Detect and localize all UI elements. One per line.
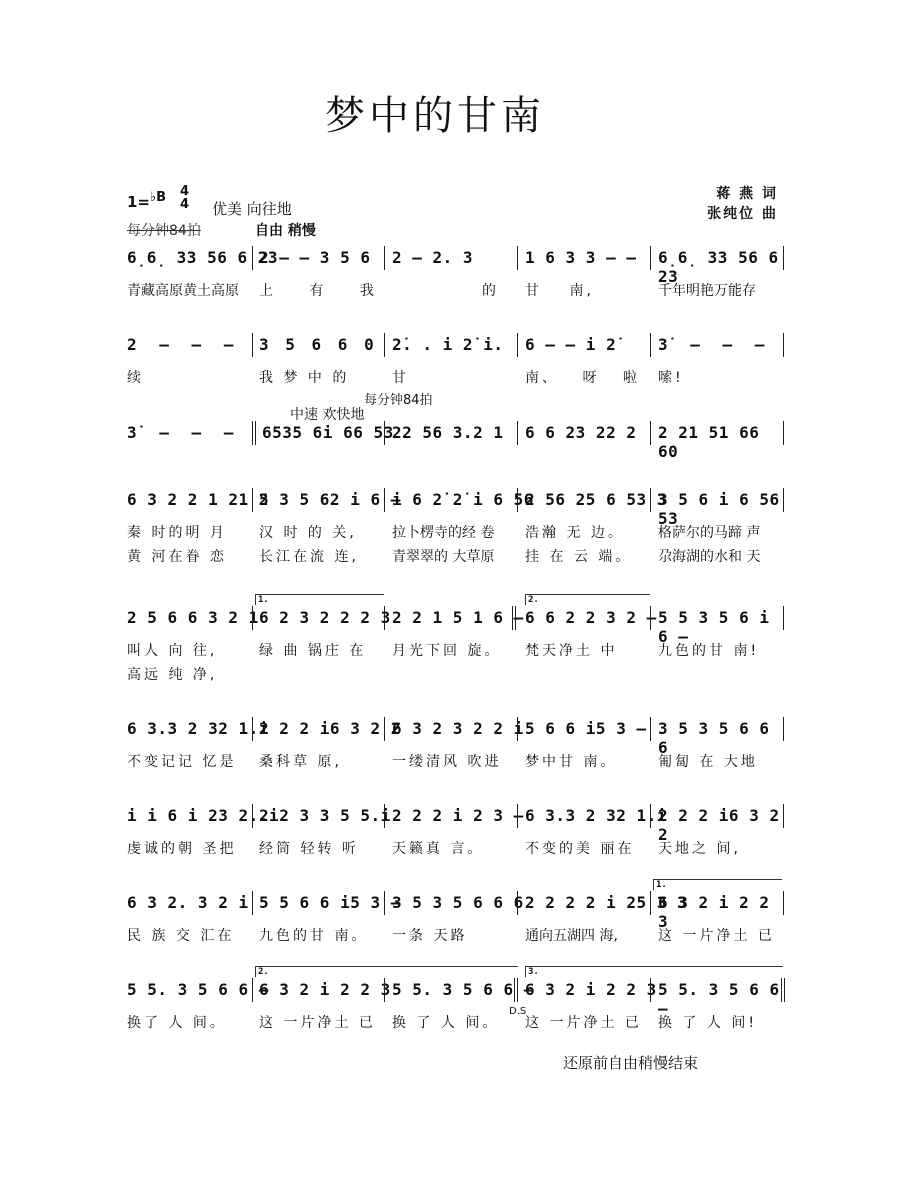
barline bbox=[384, 804, 385, 828]
lyric: 叫人 向 往, bbox=[127, 643, 218, 659]
measure: 3̇ – – – bbox=[127, 423, 234, 442]
measure: 6 6 2 2 3 2 – bbox=[525, 608, 657, 627]
lyric: 换 了 人 间。 bbox=[392, 1015, 500, 1031]
barline bbox=[650, 421, 651, 445]
barline bbox=[783, 717, 784, 741]
lyrics-line bbox=[127, 522, 787, 542]
barline bbox=[252, 488, 253, 512]
volta-2: 2. bbox=[255, 966, 518, 977]
lyric: 九色的甘 南。 bbox=[259, 928, 369, 944]
barline bbox=[517, 891, 518, 915]
barline bbox=[650, 717, 651, 741]
final-barline bbox=[781, 978, 785, 1002]
lyrics-line-2 bbox=[127, 546, 787, 566]
lyricist-credit: 蒋 燕 词 bbox=[716, 186, 778, 202]
repeat-start-barline bbox=[252, 421, 256, 445]
barline bbox=[384, 891, 385, 915]
measure: 6 3 2 2 1 21 2 bbox=[127, 490, 269, 509]
tempo-marking-2: 自由 稍慢 bbox=[255, 223, 316, 239]
measure: 6 2 3 2 2 2 3 bbox=[259, 608, 391, 627]
measure: 6 3 2 i 2 2 3 bbox=[658, 893, 770, 931]
lyrics-line bbox=[127, 838, 787, 858]
composer-credit: 张纯位 曲 bbox=[707, 206, 778, 222]
lyric: 一条 天路 bbox=[392, 928, 468, 944]
measure: 6 – – i 2̇ bbox=[525, 335, 617, 354]
barline bbox=[252, 246, 253, 270]
time-signature bbox=[180, 185, 189, 211]
measure: 2 2 2 i6 3 2 2 bbox=[259, 719, 401, 738]
measure: 6 3 2 i 2 2 3 bbox=[525, 980, 657, 999]
lyric: 浩瀚 无 边。 bbox=[525, 525, 625, 541]
lyric: 拉卜楞寺的经 卷 bbox=[392, 525, 495, 541]
notation-line bbox=[127, 717, 787, 757]
lyric: 的 bbox=[482, 283, 499, 299]
measure: 5 6 6 i5 3 – bbox=[525, 719, 647, 738]
lyric: 秦 时的明 月 bbox=[127, 525, 227, 541]
barline bbox=[517, 333, 518, 357]
lyric: 天地之 间, bbox=[658, 841, 741, 857]
measure: 2 2 2 2 i 25 3 3 bbox=[525, 893, 688, 912]
measure: 1 6 3 3 – – bbox=[525, 248, 637, 267]
measure: 3̇ – – – bbox=[658, 335, 765, 354]
mood-marking: 优美 向往地 bbox=[212, 200, 292, 218]
ds-marking: D.S bbox=[509, 1006, 527, 1017]
barline bbox=[384, 606, 385, 630]
notation-line bbox=[127, 421, 787, 461]
measure: 2 5 6 6 3 2 1 bbox=[127, 608, 259, 627]
measure: 6 3 2 3 2 2 i bbox=[392, 719, 524, 738]
repeat-end-barline bbox=[512, 606, 516, 630]
measure: 3 5 6 i 6 56 53 bbox=[658, 490, 780, 528]
barline bbox=[517, 804, 518, 828]
tempo-marking-3: 中速 欢快地 bbox=[290, 407, 365, 423]
lyrics-line bbox=[127, 751, 787, 771]
measure: 5 5 6 6 i5 3 – bbox=[259, 893, 401, 912]
lyric: 一缕清风 吹进 bbox=[392, 754, 502, 770]
measure: 2 – – 3 5 6 bbox=[259, 248, 371, 267]
lyric: 汉 时 的 关, bbox=[259, 525, 357, 541]
volta-1: 1. bbox=[653, 879, 782, 890]
lyric: 不变记记 忆是 bbox=[127, 754, 237, 770]
lyric: 桑科草 原, bbox=[259, 754, 342, 770]
measure: 2 2 2 i6 3 2 2 bbox=[658, 806, 780, 844]
barline bbox=[517, 488, 518, 512]
measure: i i 6 i 23 2..i bbox=[127, 806, 279, 825]
barline bbox=[384, 978, 385, 1002]
lyric: 尕海湖的水和 天 bbox=[658, 549, 761, 565]
notation-line bbox=[127, 880, 787, 931]
measure: 6̣6̣ 33 56 6 23 bbox=[658, 248, 779, 286]
measure: 22 56 3.2 1 bbox=[392, 423, 504, 442]
lyrics-line bbox=[127, 925, 787, 945]
measure: 6 3.3 2 32 1.i bbox=[127, 719, 269, 738]
barline bbox=[384, 421, 385, 445]
barline bbox=[384, 333, 385, 357]
barline bbox=[783, 333, 784, 357]
lyric: 这 一片净土 已 bbox=[259, 1015, 376, 1031]
measure: i 6 2̇ 2̇ i 6 56 bbox=[392, 490, 534, 509]
lyrics-line bbox=[127, 367, 787, 387]
measure: 5 5 3 5 6 i 6 – bbox=[658, 608, 770, 646]
barline bbox=[252, 804, 253, 828]
measure: 2 – – – bbox=[127, 335, 234, 354]
barline bbox=[783, 488, 784, 512]
measure: 5 5. 3 5 6 6 – bbox=[658, 980, 780, 1018]
barline bbox=[252, 606, 253, 630]
barline bbox=[650, 333, 651, 357]
barline bbox=[517, 717, 518, 741]
lyric: 换 了 人 间! bbox=[658, 1015, 757, 1031]
lyric: 匍匐 在 大地 bbox=[658, 754, 758, 770]
ending-instruction: 还原前自由稍慢结束 bbox=[563, 1054, 699, 1072]
lyrics-line bbox=[127, 280, 787, 300]
lyric: 虔诚的朝 圣把 bbox=[127, 841, 237, 857]
measure: 2̇. . i 2̇ i. bbox=[392, 335, 504, 354]
measure: 6 3 2. 3 2 i bbox=[127, 893, 249, 912]
barline bbox=[650, 891, 651, 915]
lyric: 天籁真 言。 bbox=[392, 841, 485, 857]
barline bbox=[252, 891, 253, 915]
barline bbox=[650, 804, 651, 828]
lyric: 续 bbox=[127, 370, 144, 386]
page-title: 梦中的甘南 bbox=[325, 93, 545, 139]
lyric: 梦中甘 南。 bbox=[525, 754, 618, 770]
lyric: 民 族 交 汇在 bbox=[127, 928, 235, 944]
measure: 2 56 25 6 53 3 bbox=[525, 490, 667, 509]
measure: 5 5. 3 5 6 6 – bbox=[392, 980, 534, 999]
measure: 5 5. 3 5 6 6 – bbox=[127, 980, 269, 999]
measure: 2 2 2 i 2 3 – bbox=[392, 806, 524, 825]
barline bbox=[650, 606, 651, 630]
measure: 2 – 2. 3 bbox=[392, 248, 474, 267]
lyric: 换了 人 间。 bbox=[127, 1015, 227, 1031]
lyric: 通向五湖四 海, bbox=[525, 928, 618, 944]
measure: 3 5 6 6 0 bbox=[259, 335, 375, 354]
measure: 2 2 1 5 1 6 – bbox=[392, 608, 524, 627]
barline bbox=[783, 891, 784, 915]
repeat-end-barline bbox=[514, 978, 518, 1002]
measure: 5 3 5 62 i 6 – bbox=[259, 490, 401, 509]
volta-1: 1. bbox=[255, 594, 384, 605]
barline bbox=[650, 978, 651, 1002]
lyric: 高远 纯 净, bbox=[127, 667, 218, 683]
measure: 3 5 3 5 6 6 6 bbox=[392, 893, 524, 912]
measure: 6 3 2 i 2 2 3 bbox=[259, 980, 391, 999]
lyric: 格萨尔的马蹄 声 bbox=[658, 525, 761, 541]
lyric: 绿 曲 锅庄 在 bbox=[259, 643, 367, 659]
notation-line bbox=[127, 595, 787, 646]
key-flat: ♭B bbox=[150, 190, 167, 205]
barline bbox=[384, 246, 385, 270]
barline bbox=[252, 717, 253, 741]
tempo-marking-1: 每分钟84拍 bbox=[127, 223, 201, 239]
measure: 3 5 3 5 6 6 6 bbox=[658, 719, 770, 757]
lyric: 月光下回 旋。 bbox=[392, 643, 502, 659]
barline bbox=[783, 606, 784, 630]
lyric: 我 梦 中 的 bbox=[259, 370, 350, 386]
notation-line bbox=[127, 488, 787, 528]
barline bbox=[384, 717, 385, 741]
barline bbox=[517, 246, 518, 270]
measure: 6 6 23 22 2 bbox=[525, 423, 637, 442]
volta-2: 2. bbox=[525, 594, 650, 605]
measure: 6 3.3 2 32 1.i bbox=[525, 806, 667, 825]
lyric: 梵天净土 中 bbox=[525, 643, 618, 659]
lyrics-line bbox=[127, 1012, 787, 1032]
lyric: 黄 河在眷 恋 bbox=[127, 549, 227, 565]
time-sig-bottom: 4 bbox=[180, 197, 190, 212]
lyric: 甘 南, bbox=[525, 283, 594, 299]
measure: 6̣6̣ 33 56 6 23 bbox=[127, 248, 278, 267]
lyric: 这 一片净土 已 bbox=[658, 928, 775, 944]
notation-line bbox=[127, 333, 787, 357]
lyric: 青翠翠的 大草原 bbox=[392, 549, 495, 565]
barline bbox=[783, 804, 784, 828]
lyrics-line-2 bbox=[127, 664, 787, 684]
barline bbox=[252, 978, 253, 1002]
key-signature bbox=[127, 190, 166, 211]
lyric: 南、 呀 啦 bbox=[525, 370, 640, 386]
barline bbox=[384, 488, 385, 512]
lyrics-line bbox=[127, 640, 787, 660]
lyric: 九色的甘 南! bbox=[658, 643, 760, 659]
measure: 6535 6i 66 53 bbox=[262, 423, 394, 442]
barline bbox=[783, 421, 784, 445]
time-sig-top: 4 bbox=[180, 184, 190, 199]
lyric: 青藏高原黄土高原 bbox=[127, 283, 239, 299]
measure: 2 21 51 66 60 bbox=[658, 423, 760, 461]
key-label: 1= bbox=[127, 193, 151, 211]
lyric: 千年明艳万能存 bbox=[658, 283, 756, 299]
barline bbox=[783, 246, 784, 270]
lyric: 挂 在 云 端。 bbox=[525, 549, 633, 565]
lyric: 甘 bbox=[392, 370, 409, 386]
barline bbox=[650, 246, 651, 270]
tempo-marking-4: 每分钟84拍 bbox=[364, 393, 433, 408]
notation-line bbox=[127, 804, 787, 844]
barline bbox=[650, 488, 651, 512]
volta-3: 3. bbox=[525, 966, 783, 977]
notation-line bbox=[127, 246, 787, 286]
lyric: 这 一片净土 已 bbox=[525, 1015, 642, 1031]
lyric: 嗦! bbox=[658, 370, 684, 386]
measure: 2 2 3 3 5 5.i bbox=[259, 806, 391, 825]
barline bbox=[252, 333, 253, 357]
lyric: 不变的美 丽在 bbox=[525, 841, 635, 857]
lyric: 经筒 轻转 听 bbox=[259, 841, 359, 857]
lyric: 上 有 我 bbox=[259, 283, 377, 299]
barline bbox=[517, 421, 518, 445]
lyric: 长江在流 连, bbox=[259, 549, 359, 565]
